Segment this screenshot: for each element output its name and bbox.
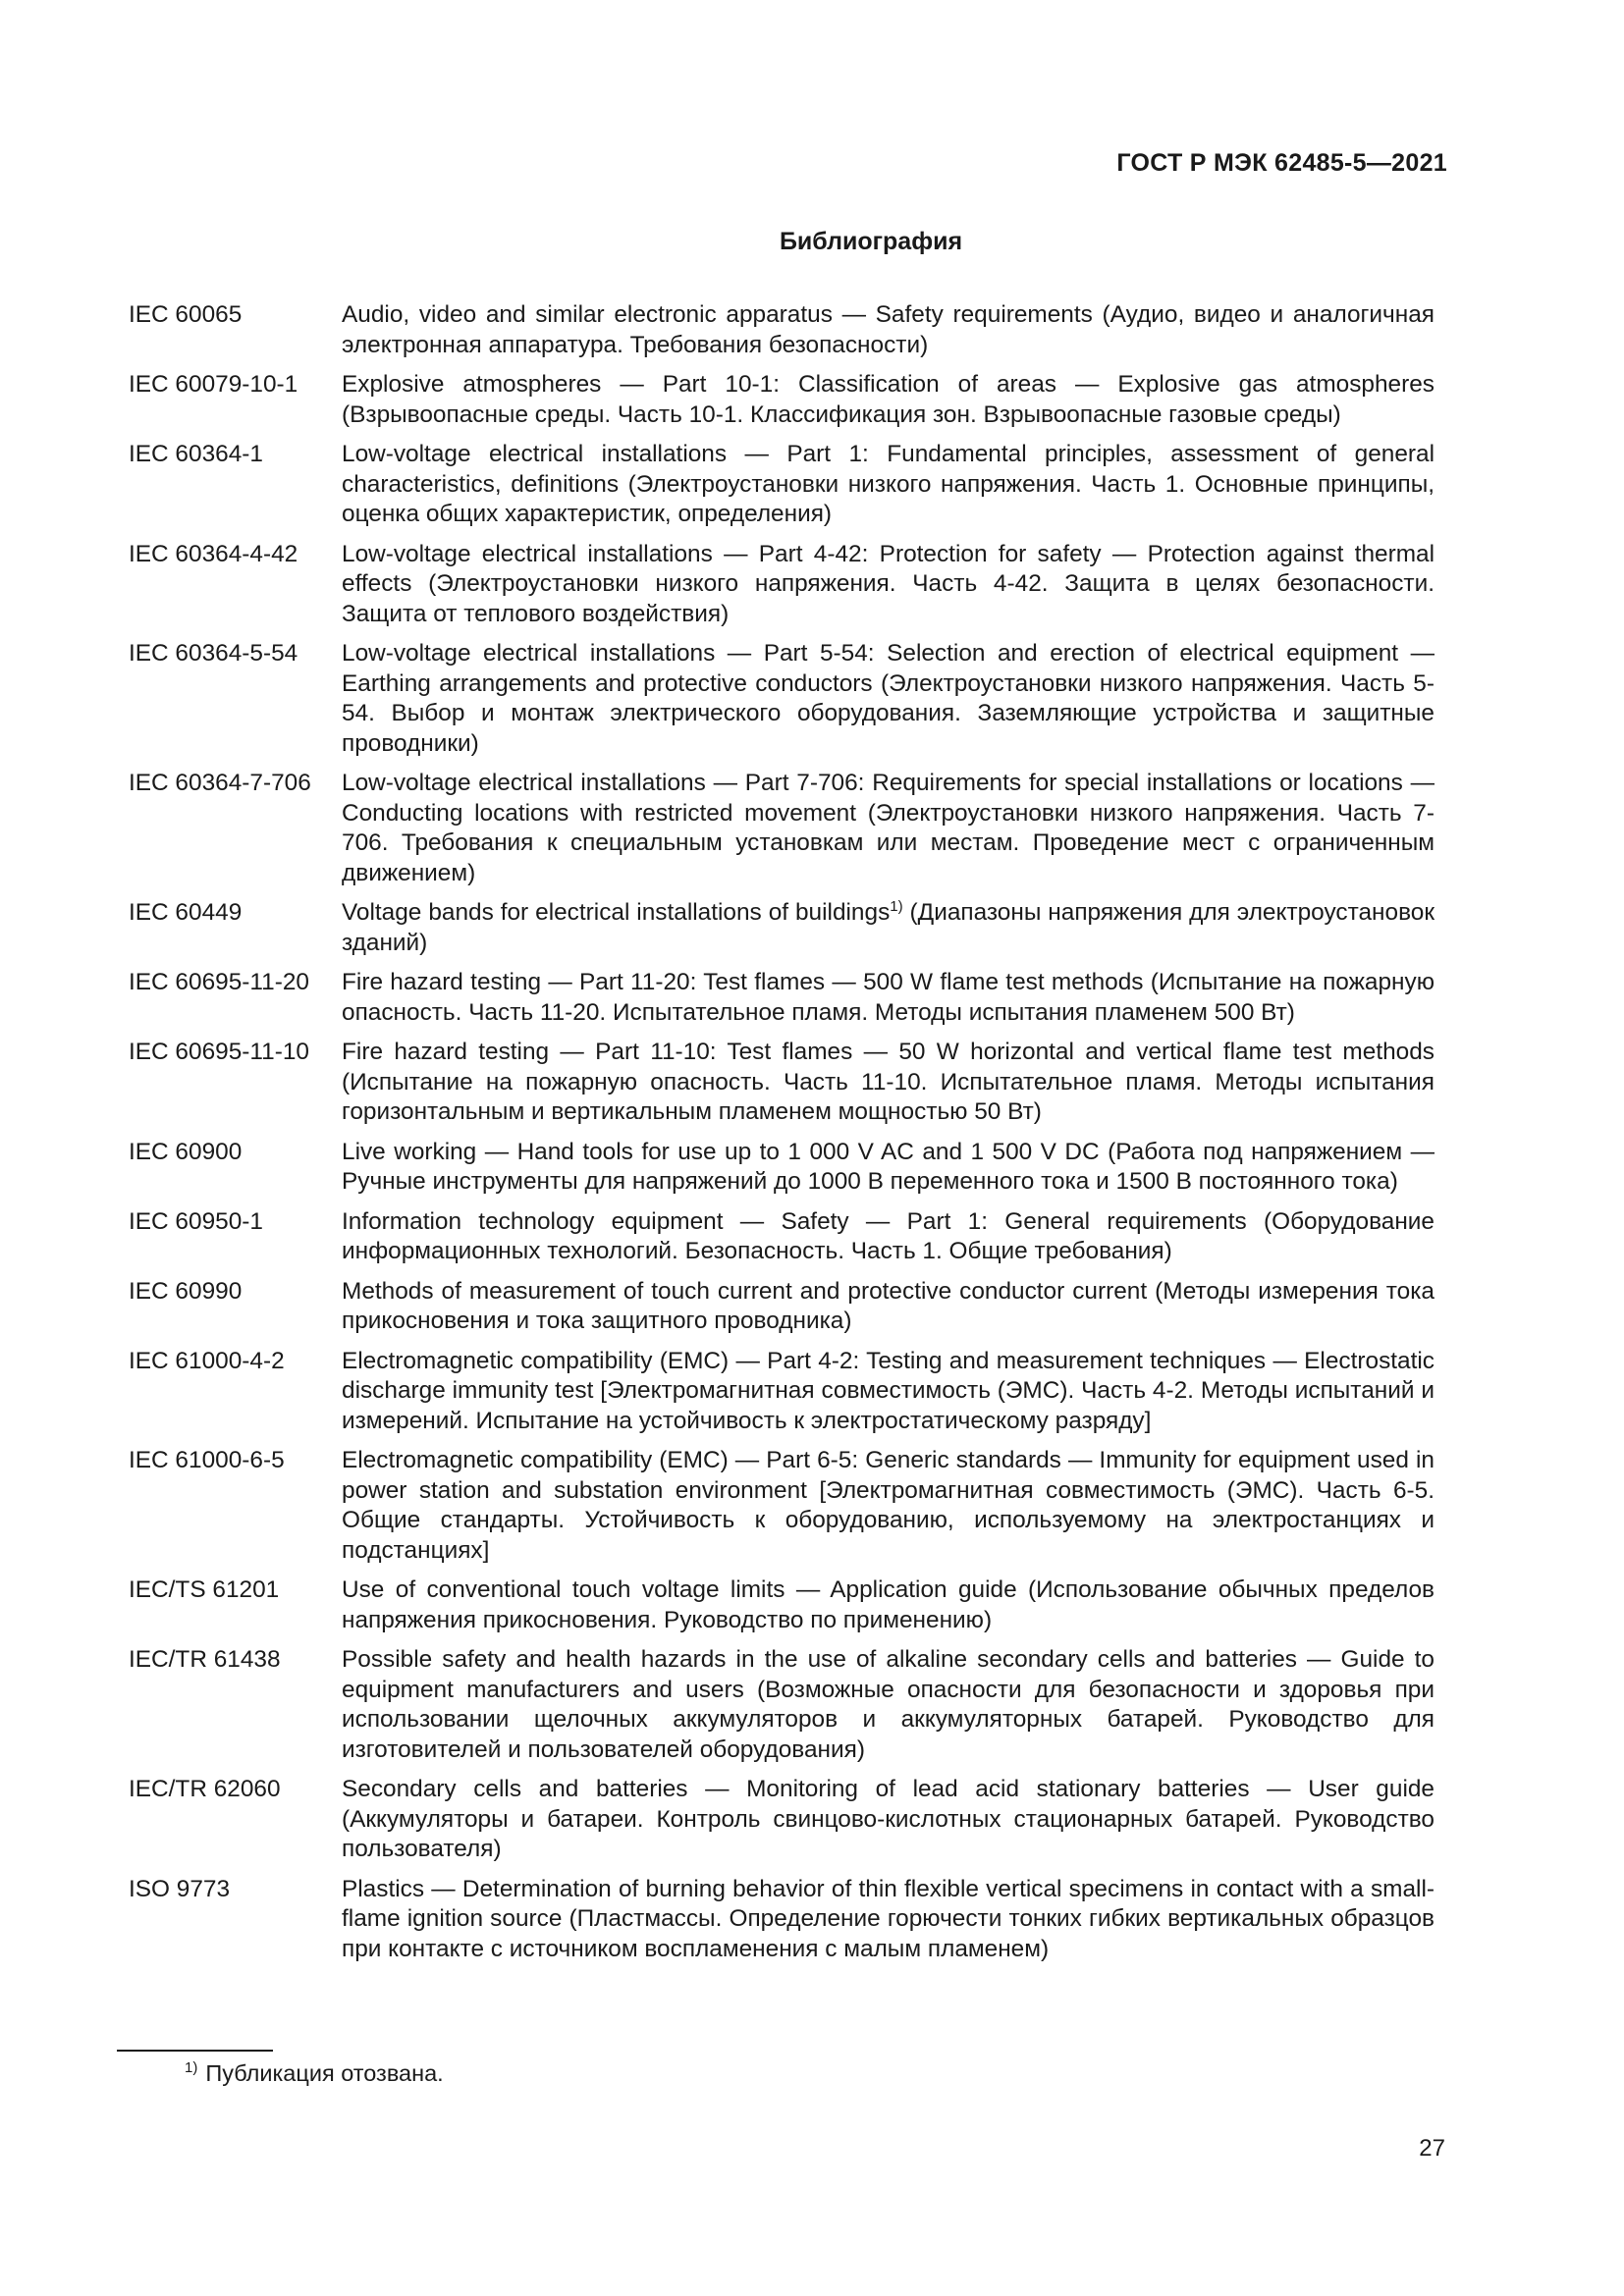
reference-title-text: Fire hazard testing — Part 11-20: Test flames — 500 W flame test methods (Испытание на пожарную опасность. Часть 11-20. Испытательное пламя. Методы испытания пламенем 500 Вт) xyxy=(342,969,1435,1026)
reference-title xyxy=(342,1277,1435,1337)
reference-code: IEC 60695-11-20 xyxy=(129,969,309,995)
reference-title-text: Low-voltage electrical installations — Part 1: Fundamental principles, assessment of general characteristics, definitions (Электроустановки низкого напряжения. Часть 1. Основные принципы, оценка общих характеристик, определения) xyxy=(342,441,1435,527)
reference-code: IEC/TS 61201 xyxy=(129,1576,280,1603)
reference-title-text: Explosive atmospheres — Part 10-1: Classification of areas — Explosive gas atmospheres (Взрывоопасные среды. Часть 10-1. Классификация зон. Взрывоопасные газовые среды) xyxy=(342,371,1435,428)
reference-code: IEC/TR 62060 xyxy=(129,1776,281,1802)
footnote-reference: 1) xyxy=(890,897,903,915)
reference-title-text: Live working — Hand tools for use up to 1 000 V AC and 1 500 V DC (Работа под напряжением — Ручные инструменты для напряжений до 1000 В переменного тока и 1500 В постоянного тока) xyxy=(342,1138,1435,1195)
reference-code: IEC 61000-4-2 xyxy=(129,1347,285,1374)
reference-title-text: Low-voltage electrical installations — Part 4-42: Protection for safety — Protection against thermal effects (Электроустановки низкого напряжения. Часть 4-42. Защита в целях безопасности. Защита от теплового воздействия) xyxy=(342,540,1435,627)
reference-title-text: Voltage bands for electrical installations of buildings xyxy=(342,899,891,926)
bibliography-list xyxy=(129,300,1435,1974)
page-number: 27 xyxy=(1419,2135,1445,2162)
reference-title xyxy=(342,1575,1435,1635)
bibliography-entry xyxy=(129,898,1435,958)
footnote-divider xyxy=(117,2050,273,2052)
reference-title xyxy=(342,540,1435,630)
reference-code: IEC/TR 61438 xyxy=(129,1646,281,1673)
reference-title-text: Low-voltage electrical installations — Part 7-706: Requirements for special installations or locations — Conducting locations with restricted movement (Электроустановки низкого напряжения. Часть 7-706. Требования к специальным установкам или местам. Проведение мест с ограниченным движением) xyxy=(342,770,1435,886)
reference-title-text: Plastics — Determination of burning behavior of thin flexible vertical specimens in contact with a small-flame ignition source (Пластмассы. Определение горючести тонких гибких вертикальных образцов при контакте с источником воспламенения с малым пламенем) xyxy=(342,1875,1435,1962)
reference-title-text: Possible safety and health hazards in the use of alkaline secondary cells and batteries — Guide to equipment manufacturers and users (Возможные опасности для безопасности и здоровья при использовании щелочных аккумуляторов и аккумуляторных батарей. Руководство для изготовителей и пользователей оборудования) xyxy=(342,1646,1435,1763)
reference-title xyxy=(342,440,1435,530)
bibliography-entry xyxy=(129,1645,1435,1765)
bibliography-entry xyxy=(129,968,1435,1028)
document-standard-id: ГОСТ Р МЭК 62485-5—2021 xyxy=(1116,149,1447,177)
bibliography-entry xyxy=(129,1347,1435,1437)
reference-title-text: Use of conventional touch voltage limits — Application guide (Использование обычных пределов напряжения прикосновения. Руководство по применению) xyxy=(342,1576,1435,1633)
reference-title-text: Low-voltage electrical installations — Part 5-54: Selection and erection of electrical equipment — Earthing arrangements and protective conductors (Электроустановки низкого напряжения. Часть 5-54. Выбор и монтаж электрического оборудования. Заземляющие устройства и защитные проводники) xyxy=(342,640,1435,757)
reference-code: IEC 60695-11-10 xyxy=(129,1039,309,1065)
reference-title-text: Secondary cells and batteries — Monitoring of lead acid stationary batteries — User guide (Аккумуляторы и батареи. Контроль свинцово-кислотных стационарных батарей. Руководство пользователя) xyxy=(342,1776,1435,1862)
bibliography-entry xyxy=(129,440,1435,530)
reference-title xyxy=(342,1038,1435,1128)
reference-title-text: Methods of measurement of touch current and protective conductor current (Методы измерения тока прикосновения и тока защитного проводника) xyxy=(342,1277,1435,1334)
reference-code: IEC 60900 xyxy=(129,1138,243,1165)
reference-code: IEC 60364-1 xyxy=(129,441,263,467)
reference-title xyxy=(342,300,1435,360)
bibliography-title: Библиография xyxy=(779,228,963,255)
reference-code: ISO 9773 xyxy=(129,1875,231,1902)
reference-title xyxy=(342,1875,1435,1965)
reference-title xyxy=(342,639,1435,759)
reference-title-text: Electromagnetic compatibility (EMC) — Part 6-5: Generic standards — Immunity for equipment used in power station and substation environment [Электромагнитная совместимость (ЭМС). Часть 6-5. Общие стандарты. Устойчивость к оборудованию, используемому на электростанциях и подстанциях] xyxy=(342,1447,1435,1564)
reference-title-text: Audio, video and similar electronic apparatus — Safety requirements (Аудио, видео и аналогичная электронная аппаратура. Требования безопасности) xyxy=(342,301,1435,358)
reference-title-text: Fire hazard testing — Part 11-10: Test flames — 50 W horizontal and vertical flame test methods (Испытание на пожарную опасность. Часть 11-10. Испытательное пламя. Методы испытания горизонтальным и вертикальным пламенем мощностью 50 Вт) xyxy=(342,1039,1435,1125)
reference-title xyxy=(342,968,1435,1028)
reference-code: IEC 60364-4-42 xyxy=(129,540,298,567)
bibliography-entry xyxy=(129,300,1435,360)
footnote-text: Публикация отозвана. xyxy=(205,2059,444,2086)
bibliography-entry xyxy=(129,1875,1435,1965)
reference-title xyxy=(342,1645,1435,1765)
reference-code: IEC 60079-10-1 xyxy=(129,371,298,398)
footnote-mark: 1) xyxy=(185,2059,198,2076)
bibliography-entry xyxy=(129,1038,1435,1128)
reference-title xyxy=(342,1207,1435,1267)
reference-code: IEC 60065 xyxy=(129,301,243,328)
bibliography-entry xyxy=(129,639,1435,759)
reference-title xyxy=(342,1138,1435,1198)
reference-title xyxy=(342,1446,1435,1566)
bibliography-entry xyxy=(129,370,1435,430)
reference-code: IEC 60364-7-706 xyxy=(129,770,311,796)
reference-code: IEC 61000-6-5 xyxy=(129,1447,285,1473)
reference-title-text: Information technology equipment — Safety — Part 1: General requirements (Оборудование информационных технологий. Безопасность. Часть 1. Общие требования) xyxy=(342,1207,1435,1264)
bibliography-entry xyxy=(129,769,1435,888)
reference-title xyxy=(342,1775,1435,1865)
reference-code: IEC 60950-1 xyxy=(129,1207,263,1235)
bibliography-entry xyxy=(129,1277,1435,1337)
reference-title-text: Electromagnetic compatibility (EMC) — Part 4-2: Testing and measurement techniques — Electrostatic discharge immunity test [Электромагнитная совместимость (ЭМС). Часть 4-2. Методы испытаний и измерений. Испытание на устойчивость к электростатическому разряду] xyxy=(342,1347,1435,1434)
bibliography-entry xyxy=(129,1575,1435,1635)
bibliography-entry xyxy=(129,1138,1435,1198)
footnote xyxy=(185,2059,444,2087)
reference-title xyxy=(342,898,1435,958)
reference-title-text-continued: (Диапазоны напряжения для электроустановок зданий) xyxy=(342,899,1435,956)
reference-title xyxy=(342,1347,1435,1437)
bibliography-entry xyxy=(129,1207,1435,1267)
reference-title xyxy=(342,370,1435,430)
reference-title xyxy=(342,769,1435,888)
reference-code: IEC 60990 xyxy=(129,1277,243,1305)
reference-code: IEC 60364-5-54 xyxy=(129,640,298,667)
bibliography-entry xyxy=(129,1446,1435,1566)
reference-code: IEC 60449 xyxy=(129,899,243,926)
bibliography-entry xyxy=(129,540,1435,630)
bibliography-entry xyxy=(129,1775,1435,1865)
